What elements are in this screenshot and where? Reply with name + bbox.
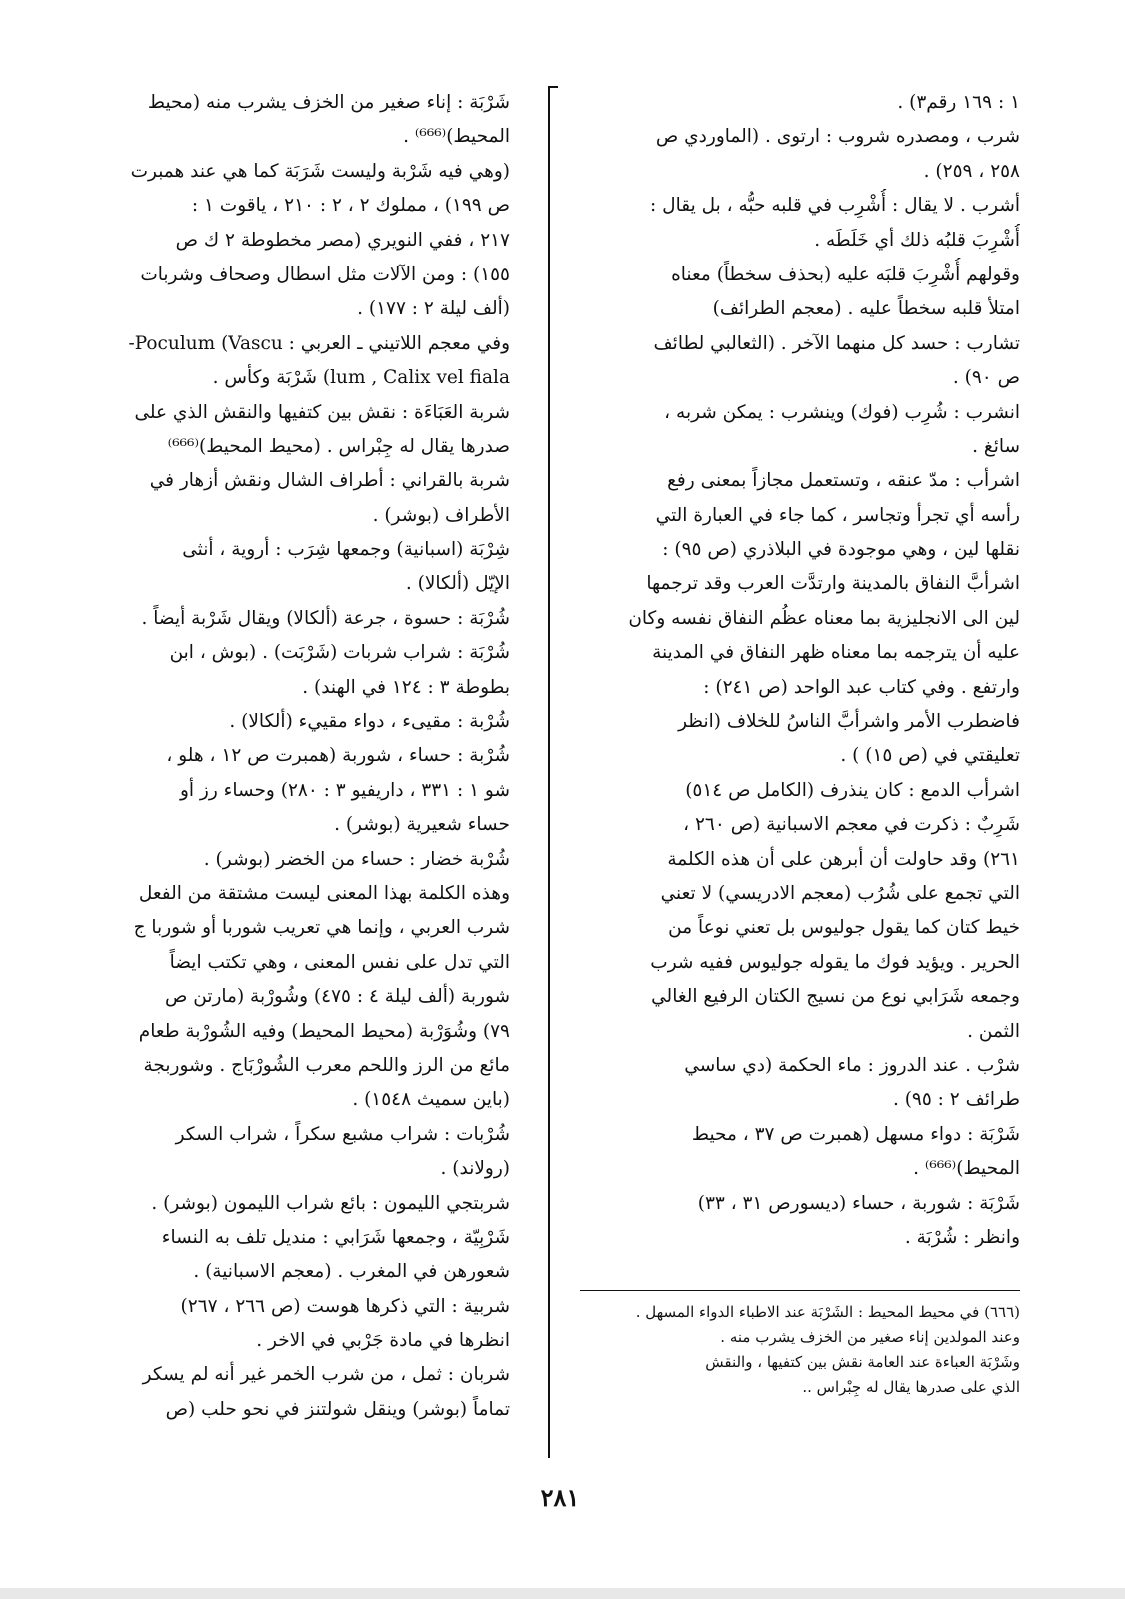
column-divider	[548, 86, 550, 1458]
text-line: انظرها في مادة جَرْبي في الاخر .	[256, 1330, 510, 1352]
left-column	[82, 86, 510, 1427]
text-line: شربية : التي ذكرها هوست (ص ٢٦٦ ، ٢٦٧)	[180, 1295, 510, 1317]
text-line: ٢١٧ ، ففي النويري (مصر مخطوطة ٢ ك ص	[175, 229, 510, 251]
column-divider-tick	[548, 86, 558, 88]
text-line: اشرأب الدمع : كان ينذرف (الكامل ص ٥١٤)	[685, 779, 1020, 801]
text-line: شو ١ : ٣٣١ ، داريفيو ٣ : ٢٨٠) وحساء رز أو	[179, 779, 510, 801]
text-line: شوربة (ألف ليلة ٤ : ٤٧٥) وشُورْبة (مارتن ص	[164, 986, 510, 1008]
text-line: شرْب . عند الدروز : ماء الحكمة (دي ساسي	[684, 1054, 1020, 1076]
text-line: شَرْبَة : دواء مسهل (همبرت ص ٣٧ ، محيط	[691, 1123, 1020, 1145]
text-line: شعورهن في المغرب . (معجم الاسبانية) .	[193, 1261, 510, 1283]
page-number: ٢٨١	[540, 1483, 580, 1512]
text-line: امتلأ قلبه سخطاً عليه . (معجم الطرائف)	[712, 298, 1020, 320]
text-line: شَرْبَة : شوربة ، حساء (ديسورص ٣١ ، ٣٣)	[697, 1192, 1020, 1214]
text-line: شربتجي الليمون : بائع شراب الليمون (بوشر) .	[151, 1192, 510, 1214]
text-line: ص ١٩٩) ، مملوك ٢ ، ٢ : ٢١٠ ، ياقوت ١ :	[191, 195, 510, 217]
text-line: (وهي فيه شَرْبة وليست شَرَبَة كما هي عند همبرت	[130, 160, 510, 182]
text-line: شَرْبِيّة ، وجمعها شَرَابي : منديل تلف به النساء	[161, 1226, 510, 1248]
text-line: شُرْبة : حساء ، شوربة (همبرت ص ١٢ ، هلو ،	[166, 745, 510, 767]
text-line: شرب ، ومصدره شروب : ارتوى . (الماوردي ص	[655, 126, 1020, 148]
text-line: عليه أن يترجمه بما معناه ظهر النفاق في المدينة	[652, 642, 1020, 664]
text-line: المحيط)⁽⁶⁶⁶⁾ .	[913, 1158, 1020, 1180]
text-line: وقولهم أُشْرِبَ قلبَه عليه (بحذف سخطاً) معناه	[671, 263, 1020, 285]
text-line: وفي معجم اللاتيني ـ العربي : Poculum (Vascu-	[128, 332, 510, 354]
text-line: شَرْبَة : إناء صغير من الخزف يشرب منه (محيط	[147, 92, 510, 113]
text-line: أشرب . لا يقال : أُشْرِب في قلبه حبُّه ، بل يقال :	[650, 195, 1020, 217]
scan-bottom-edge	[0, 1588, 1125, 1599]
text-line: المحيط)⁽⁶⁶⁶⁾ .	[403, 126, 510, 148]
text-line: التي تجمع على شُرُب (معجم الادريسي) لا تعني	[660, 882, 1020, 904]
text-line: الأطراف (بوشر) .	[372, 504, 510, 526]
footnote-line: وشَرْبَة العباءة عند العامة نقش بين كتفيها ، والنقش	[705, 1353, 1020, 1371]
footnote-line: (٦٦٦) في محيط المحيط : الشَرْبَة عند الاطباء الدواء المسهل .	[635, 1303, 1020, 1321]
text-line: lum , Calix vel fiala) شَرْبَة وكأس .	[212, 367, 510, 389]
text-line: أُشْرِبَ قلبُه ذلك أي خَلَطَه .	[814, 229, 1020, 251]
text-line: (باين سميث ١٥٤٨) .	[352, 1089, 510, 1111]
text-line: ٢٦١) وقد حاولت أن أبرهن على أن هذه الكلمة	[667, 848, 1020, 870]
footnote-rule	[580, 1290, 1020, 1291]
text-line: رأسه أي تجرأ وتجاسر ، كما جاء في العبارة التي	[655, 504, 1020, 526]
text-line: وارتفع . وفي كتاب عبد الواحد (ص ٢٤١) :	[703, 676, 1020, 698]
text-line: (ألف ليلة ٢ : ١٧٧) .	[357, 298, 510, 320]
text-line: شُرْبَة : حسوة ، جرعة (ألكالا) ويقال شَرْبة أيضاً .	[141, 607, 510, 629]
text-line: حساء شعيرية (بوشر) .	[334, 814, 510, 836]
text-line: ٢٥٨ ، ٢٥٩) .	[923, 160, 1020, 182]
text-line: شربان : ثمل ، من شرب الخمر غير أنه لم يسكر	[142, 1364, 510, 1386]
footnotes	[565, 1300, 1020, 1400]
text-line: شربة العَبَاءَة : نقش بين كتفيها والنقش الذي على	[134, 401, 510, 423]
right-column	[580, 86, 1020, 1255]
text-line: ٧٩) وشُوَرْبة (محيط المحيط) وفيه الشُورْبة طعام	[138, 1020, 510, 1042]
text-line: الثمن .	[967, 1020, 1020, 1042]
text-line: ١ : ١٦٩ رقم٣) .	[897, 92, 1020, 113]
text-line: وجمعه شَرَابي نوع من نسيج الكتان الرفيع الغالي	[651, 986, 1020, 1008]
text-line: الحرير . ويؤيد فوك ما يقوله جوليوس ففيه شرب	[650, 951, 1020, 973]
text-line: شَرِبٌ : ذكرت في معجم الاسبانية (ص ٢٦٠ ،	[683, 814, 1020, 836]
footnote-line: وعند المولدين إناء صغير من الخزف يشرب منه .	[720, 1328, 1020, 1346]
text-line: شرب العربي ، وإنما هي تعريب شوربا أو شوربا ج	[133, 917, 510, 939]
text-line: وهذه الكلمة بهذا المعنى ليست مشتقة من الفعل	[138, 882, 510, 904]
text-line: اشرأب : مدّ عنقه ، وتستعمل مجازاً بمعنى رفع	[667, 470, 1020, 492]
text-line: سائغ .	[972, 435, 1020, 457]
text-line: طرائف ٢ : ٩٥) .	[892, 1089, 1020, 1111]
text-line: تعليقتي في (ص ١٥) ) .	[840, 745, 1020, 767]
text-line: التي تدل على نفس المعنى ، وهي تكتب ايضاً	[169, 951, 510, 973]
text-line: شُرْبة خضار : حساء من الخضر (بوشر) .	[203, 848, 510, 870]
text-line: شُرْبات : شراب مشبع سكراً ، شراب السكر	[175, 1123, 510, 1145]
text-line: صدرها يقال له جِبْراس . (محيط المحيط)⁽⁶⁶⁶⁾	[167, 435, 510, 457]
text-line: شِرْبَة (اسبانية) وجمعها شِرَب : أروية ، أنثى	[182, 539, 510, 561]
text-line: اشرأبَّ النفاق بالمدينة وارتدَّت العرب وقد ترجمها	[646, 573, 1020, 595]
text-line: (رولاند) .	[440, 1158, 510, 1180]
text-line: نقلها لين ، وهي موجودة في البلاذري (ص ٩٥) :	[662, 539, 1020, 561]
text-line: شُرْبَة : شراب شربات (شَرْبَت) . (بوش ، ابن	[169, 642, 510, 664]
text-line: خيط كتان كما يقول جوليوس بل تعني نوعاً من	[668, 917, 1020, 939]
text-line: لين الى الانجليزية بما معناه عظُم النفاق نفسه وكان	[628, 607, 1020, 629]
text-line: ١٥٥) : ومن الآلات مثل اسطال وصحاف وشربات	[140, 263, 510, 285]
text-line: شُرْبة : مقيىء ، دواء مقييء (ألكالا) .	[229, 711, 510, 733]
text-line: بطوطة ٣ : ١٢٤ في الهند) .	[302, 676, 510, 698]
text-line: شربة بالقراني : أطراف الشال ونقش أزهار في	[149, 470, 510, 492]
text-line: فاضطرب الأمر واشرأبَّ الناسُ للخلاف (انظر	[678, 711, 1020, 733]
text-line: ص ٩٠) .	[952, 367, 1020, 389]
footnote-line: الذي على صدرها يقال له جِبْراس ..	[802, 1378, 1020, 1396]
text-line: مائع من الرز واللحم معرب الشُورْبَاج . وشوربجة	[143, 1054, 510, 1076]
text-line: انشرب : شُرِب (فوك) وينشرب : يمكن شربه ،	[664, 401, 1020, 423]
text-line: وانظر : شُرْبَة .	[904, 1226, 1020, 1248]
text-line: الإيّل (ألكالا) .	[405, 573, 510, 595]
text-line: تشارب : حسد كل منهما الآخر . (الثعالبي لطائف	[653, 332, 1020, 354]
text-line: تماماً (بوشر) وينقل شولتنز في نحو حلب (ص	[165, 1398, 510, 1420]
